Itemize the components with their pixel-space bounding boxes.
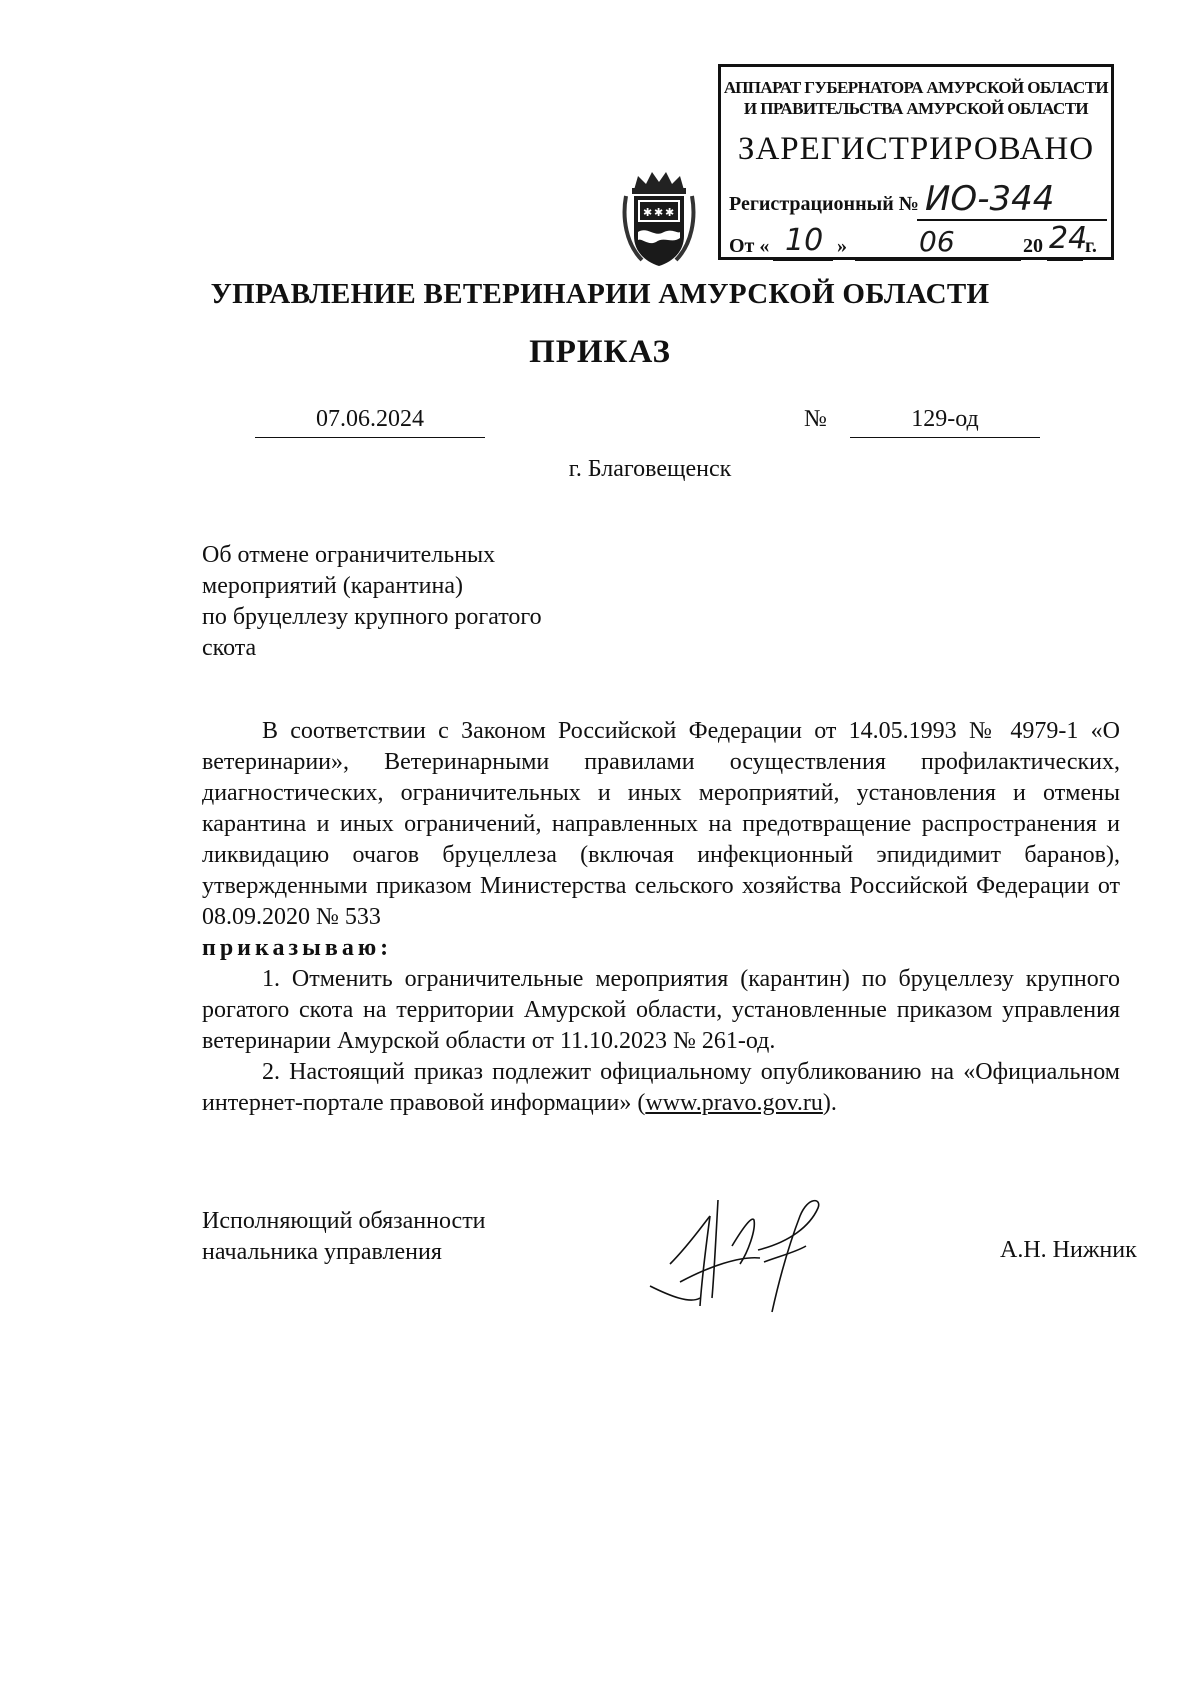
stamp-line-2: И ПРАВИТЕЛЬСТВА АМУРСКОЙ ОБЛАСТИ	[743, 99, 1089, 118]
stamp-reg-number-row	[729, 179, 1109, 223]
registration-stamp	[718, 64, 1114, 260]
stamp-date-month: 06	[919, 225, 955, 258]
position-line-2: начальника управления	[202, 1239, 442, 1265]
pravo-link[interactable]: www.pravo.gov.ru	[645, 1090, 823, 1116]
subject-line: Об отмене ограничительных	[202, 542, 496, 568]
document-body	[202, 716, 1120, 1119]
stamp-date-day: 10	[785, 223, 824, 258]
stamp-date-year-g: г.	[1085, 235, 1097, 257]
stamp-reg-number: ИО-344	[925, 179, 1055, 219]
svg-text:✱: ✱	[654, 206, 664, 219]
stamp-date-close: »	[837, 235, 847, 257]
subject-line: мероприятий (карантина)	[202, 573, 463, 599]
signatory-position	[202, 1206, 602, 1268]
date-underline	[255, 437, 485, 438]
document-type: ПРИКАЗ	[529, 334, 671, 370]
organization-name: УПРАВЛЕНИЕ ВЕТЕРИНАРИИ АМУРСКОЙ ОБЛАСТИ	[210, 278, 990, 310]
stamp-line-1: АППАРАТ ГУБЕРНАТОРА АМУРСКОЙ ОБЛАСТИ	[723, 78, 1109, 97]
item-2-text: 2. Настоящий приказ подлежит официальному опубликованию на «Официальном интернет-портале правовой информации» (	[202, 1059, 1120, 1116]
handwritten-signature	[640, 1186, 850, 1316]
stamp-day-underline	[773, 259, 833, 261]
stamp-header	[721, 77, 1111, 119]
stamp-date-row	[729, 221, 1109, 263]
stamp-reg-label: Регистрационный №	[729, 193, 919, 215]
stamp-date-year-suffix: 24	[1049, 221, 1088, 256]
stamp-date-year-prefix: 20	[1023, 235, 1043, 257]
decree-word: приказываю:	[202, 935, 393, 961]
number-sign: №	[804, 406, 827, 432]
svg-text:✱: ✱	[643, 206, 653, 219]
item-2-suffix: ).	[822, 1090, 837, 1116]
svg-text:✱: ✱	[665, 206, 675, 219]
number-underline	[850, 437, 1040, 438]
preamble-paragraph: В соответствии с Законом Российской Федерации от 14.05.1993 № 4979-1 «О ветеринарии», Ветеринарными правилами осуществления профилактических, диагностических, ограничительных и иных мероприятий, установления и отмены карантина и иных ограничений, направленных на предотвращение распространения и ликвидацию очагов бруцеллеза (включая инфекционный эпидидимит баранов), утвержденными приказом Министерства сельского хозяйства Российской Федерации от 08.09.2020 № 533	[202, 718, 1120, 930]
stamp-year-underline	[1047, 259, 1083, 261]
stamp-date-from: От «	[729, 235, 770, 257]
coat-of-arms-icon	[620, 168, 698, 268]
stamp-month-underline	[855, 259, 1021, 261]
subject-line: по бруцеллезу крупного рогатого	[202, 604, 542, 630]
document-date: 07.06.2024	[316, 406, 424, 432]
city: г. Благовещенск	[568, 456, 732, 482]
position-line-1: Исполняющий обязанности	[202, 1208, 486, 1234]
subject-line: скота	[202, 635, 257, 661]
document-number: 129-од	[911, 406, 979, 432]
item-2-paragraph	[202, 1057, 1120, 1119]
item-1-paragraph: 1. Отменить ограничительные мероприятия (карантин) по бруцеллезу крупного рогатого скота на территории Амурской области, установленные приказом управления ветеринарии Амурской области от 11.10.2023 № 261-од.	[202, 966, 1120, 1054]
document-subject	[202, 540, 622, 664]
signatory-name: А.Н. Нижник	[1000, 1237, 1137, 1263]
stamp-registered: ЗАРЕГИСТРИРОВАНО	[737, 131, 1095, 167]
